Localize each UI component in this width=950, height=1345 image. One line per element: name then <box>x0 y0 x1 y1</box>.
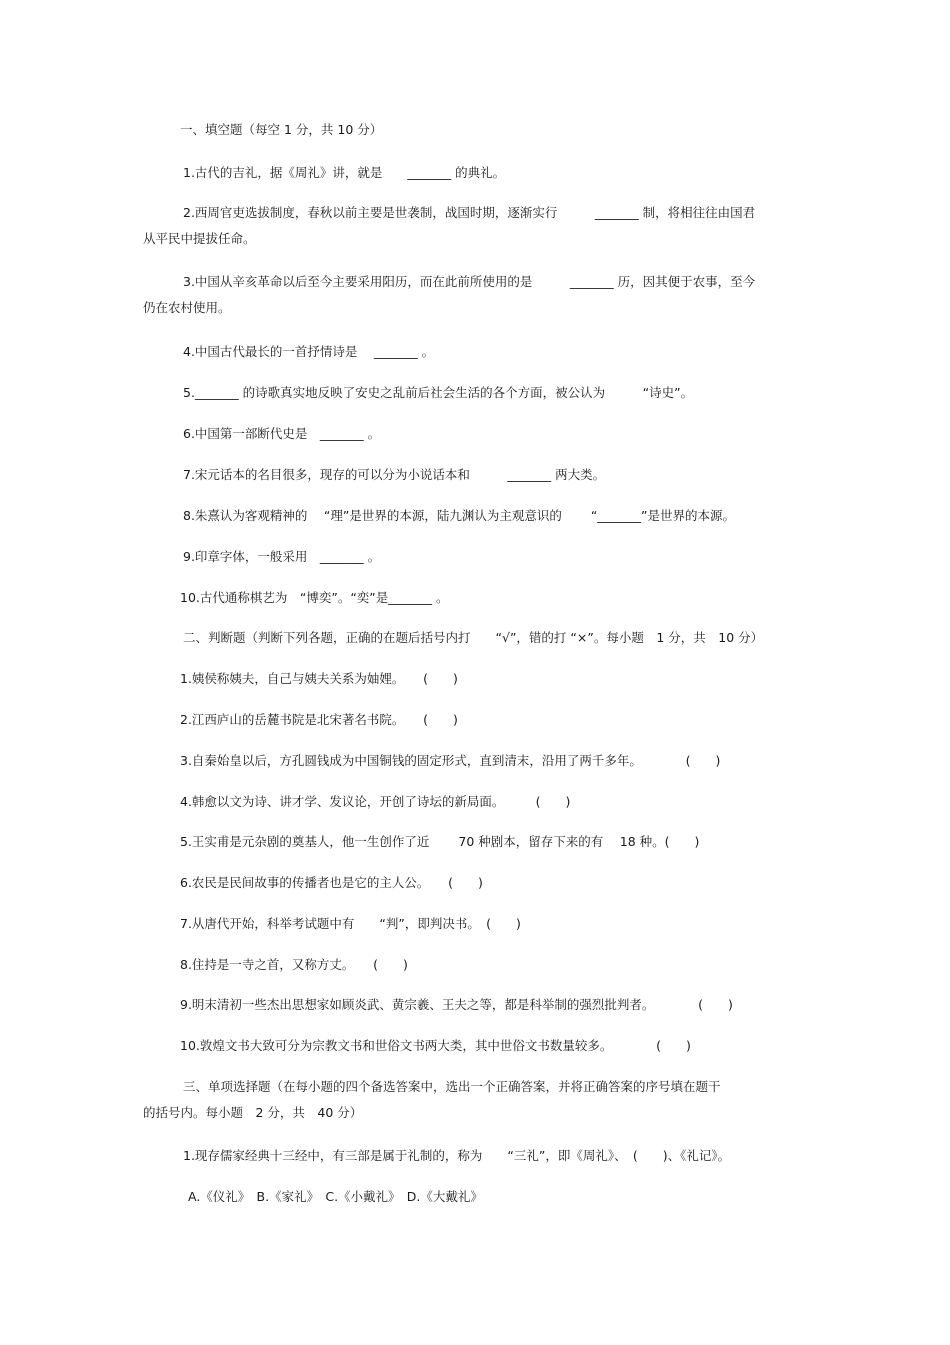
fill-question-9: 9.印章字体，一般采用 _______ 。 <box>183 549 381 564</box>
fill-question-2-cont: 从平民中提拔任命。 <box>143 231 256 246</box>
fill-question-5: 5._______ 的诗歌真实地反映了安史之乱前后社会生活的各个方面，被公认为 “诗史”。 <box>183 385 694 400</box>
fill-question-1: 1.古代的吉礼，据《周礼》讲，就是 _______ 的典礼。 <box>183 165 506 180</box>
judge-question-1: 1.姨侯称姨夫，自己与姨夫关系为妯娌。 ( ) <box>180 671 458 686</box>
fill-question-3: 3.中国从辛亥革命以后至今主要采用阳历，而在此前所使用的是 _______ 历，因其便于农事，至今 <box>183 274 756 289</box>
fill-question-3-cont: 仍在农村使用。 <box>143 300 231 315</box>
choice-question-1: 1.现存儒家经典十三经中，有三部是属于礼制的，称为 “三礼”，即《周礼》、 ( )、《礼记》。 <box>183 1148 731 1163</box>
judge-question-8: 8.住持是一寺之首，又称方丈。 ( ) <box>180 957 408 972</box>
fill-question-4: 4.中国古代最长的一首抒情诗是 _______ 。 <box>183 344 435 359</box>
choice-question-1-options: A.《仪礼》 B.《家礼》 C.《小戴礼》 D.《大戴礼》 <box>188 1189 483 1204</box>
choice-section-title-cont: 的括号内。每小题 2 分，共 40 分） <box>143 1105 363 1120</box>
fill-question-10: 10.古代通称棋艺为 “博奕”。“奕”是_______ 。 <box>180 590 449 605</box>
judge-question-2: 2.江西庐山的岳麓书院是北宋著名书院。 ( ) <box>180 712 458 727</box>
judge-question-4: 4.韩愈以文为诗、讲才学、发议论，开创了诗坛的新局面。 ( ) <box>180 794 571 809</box>
judge-question-3: 3.自秦始皇以后，方孔圆钱成为中国铜钱的固定形式，直到清末，沿用了两千多年。 ( ) <box>180 753 721 768</box>
fill-question-7: 7.宋元话本的名目很多，现存的可以分为小说话本和 _______ 两大类。 <box>183 467 606 482</box>
fill-section-title: 一、填空题（每空 1 分，共 10 分） <box>180 122 383 137</box>
judge-question-6: 6.农民是民间故事的传播者也是它的主人公。 ( ) <box>180 875 483 890</box>
fill-question-8: 8.朱熹认为客观精神的 “理”是世界的本源，陆九渊认为主观意识的 “_______”是世界的本源。 <box>183 508 736 523</box>
choice-section-title: 三、单项选择题（在每小题的四个备选答案中，选出一个正确答案，并将正确答案的序号填在题干 <box>183 1079 721 1094</box>
judge-question-7: 7.从唐代开始，科举考试题中有 “判”，即判决书。 ( ) <box>180 916 521 931</box>
fill-question-6: 6.中国第一部断代史是 _______ 。 <box>183 426 381 441</box>
judge-question-5: 5.王实甫是元杂剧的奠基人，他一生创作了近 70 种剧本，留存下来的有 18 种。( ) <box>180 834 700 849</box>
fill-question-2: 2.西周官吏选拔制度，春秋以前主要是世袭制，战国时期，逐渐实行 _______ 制，将相往往由国君 <box>183 205 756 220</box>
judge-question-10: 10.敦煌文书大致可分为宗教文书和世俗文书两大类，其中世俗文书数量较多。 ( ) <box>180 1038 691 1053</box>
judge-question-9: 9.明末清初一些杰出思想家如顾炎武、黄宗羲、王夫之等，都是科举制的强烈批判者。 ( ) <box>180 997 733 1012</box>
judge-section-title: 二、判断题（判断下列各题，正确的在题后括号内打 “√”，错的打 “×”。每小题 1 分，共 10 分） <box>183 630 764 645</box>
